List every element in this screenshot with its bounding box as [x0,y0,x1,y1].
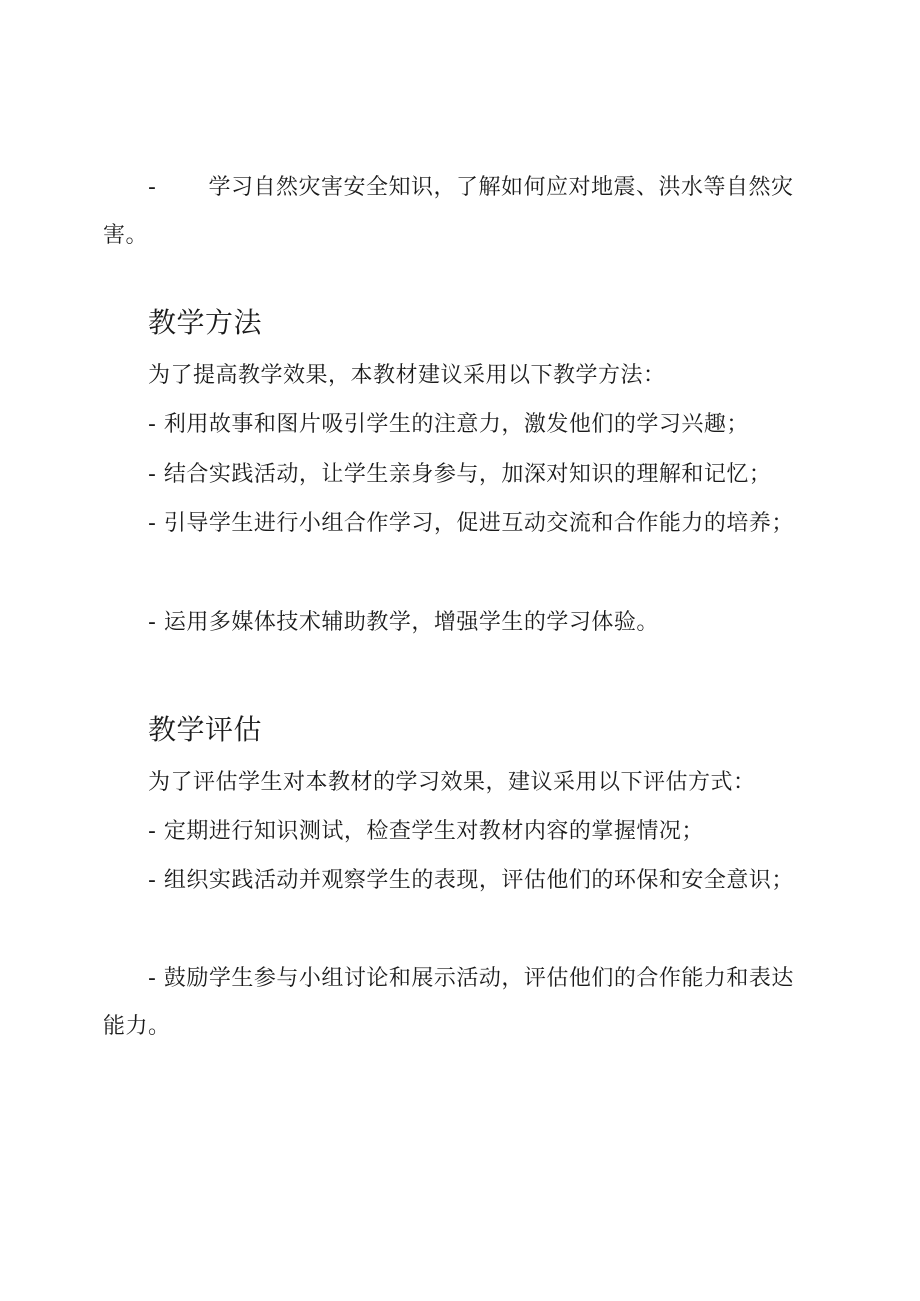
assessment-item-2: - 组织实践活动并观察学生的表现，评估他们的环保和安全意识； [148,868,794,893]
methods-intro: 为了提高教学效果，本教材建议采用以下教学方法： [148,363,666,388]
assessment-intro: 为了评估学生对本教材的学习效果，建议采用以下评估方式： [148,770,756,795]
intro-text: 学习自然灾害安全知识，了解如何应对地震、洪水等自然灾害。 [103,175,794,248]
assessment-heading: 教学评估 [148,713,263,746]
intro-paragraph [103,164,803,260]
methods-item-1: - 利用故事和图片吸引学生的注意力，激发他们的学习兴趣； [148,412,749,437]
intro-dash: - [148,175,157,200]
methods-item-3: - 引导学生进行小组合作学习，促进互动交流和合作能力的培养； [148,511,794,536]
assessment-item-1: - 定期进行知识测试，检查学生对教材内容的掌握情况； [148,819,704,844]
methods-item-4: - 运用多媒体技术辅助教学，增强学生的学习体验。 [148,610,659,635]
assessment-item-3: - 鼓励学生参与小组讨论和展示活动，评估他们的合作能力和表达能力。 [103,966,794,1039]
methods-heading: 教学方法 [148,306,263,339]
methods-item-2: - 结合实践活动，让学生亲身参与，加深对知识的理解和记忆； [148,462,772,487]
